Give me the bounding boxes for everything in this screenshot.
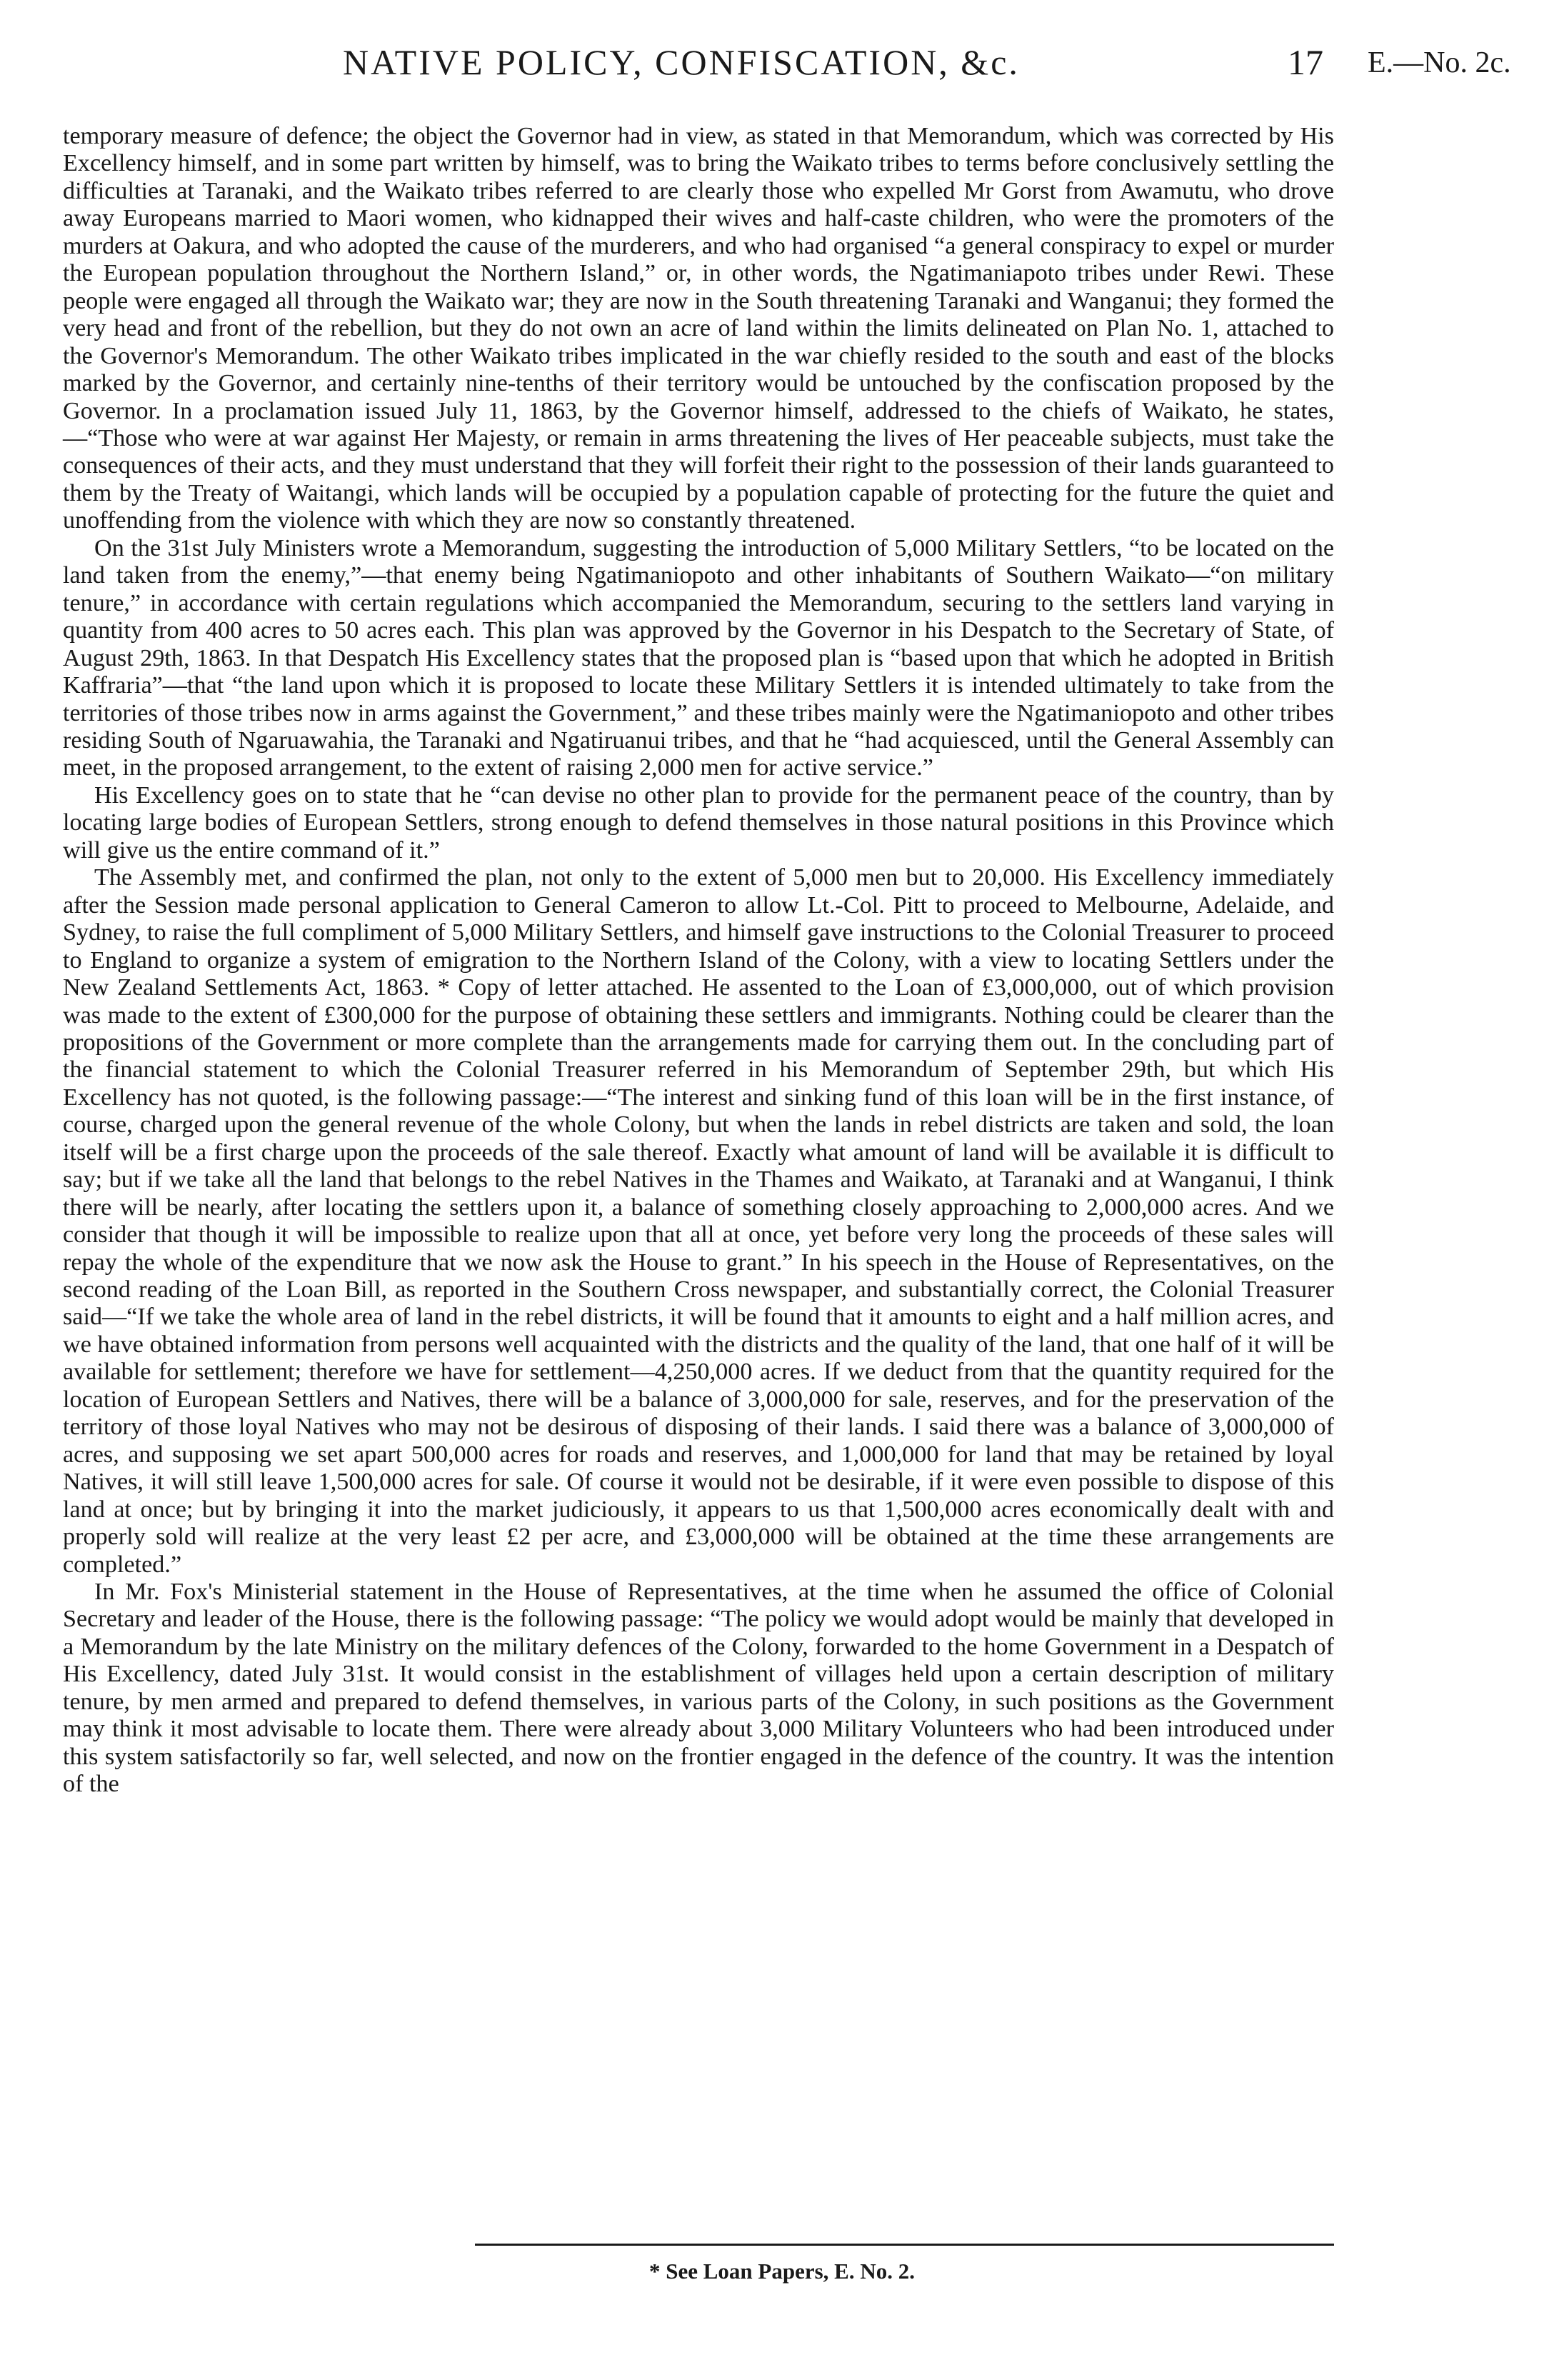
paragraph-5: In Mr. Fox's Ministerial statement in the House of Representatives, at the time when he assumed the office of Colonial Secretary and leader of the House, there is the following passage: “The policy we would adopt would be mainly that developed in a Memorandum by the late Ministry on the military defences of the Colony, forwarded to the home Government in a Despatch of His Excellency, dated July 31st. It would consist in the establishment of villages held upon a certain description of military tenure, by men armed and prepared to defend themselves, in various parts of the Colony, in such positions as the Government may think it most advisable to locate them. There were already about 3,000 Military Volunteers who had been introduced under this system satisfactorily so far, well selected, and now on the frontier engaged in the defence of the country. It was the intention of the [63, 1579, 1334, 1798]
running-title: NATIVE POLICY, CONFISCATION, &c. [343, 42, 1020, 82]
footnote: * See Loan Papers, E. No. 2. [649, 2259, 915, 2284]
paragraph-2: On the 31st July Ministers wrote a Memorandum, suggesting the introduction of 5,000 Military Settlers, “to be located on the land taken from the enemy,”—that enemy being Ngatimaniopoto and other inhabitants of Southern Waikato—“on military tenure,” in accordance with certain regulations which accompanied the Memorandum, securing to the settlers land varying in quantity from 400 acres to 50 acres each. This plan was approved by the Governor in his Despatch to the Secretary of State, of August 29th, 1863. In that Despatch His Excellency states that the proposed plan is “based upon that which he adopted in British Kaffraria”—that “the land upon which it is proposed to locate these Military Settlers it is intended ultimately to take from the territories of those tribes now in arms against the Government,” and these tribes mainly were the Ngatimaniopoto and other tribes residing South of Ngaruawahia, the Taranaki and Ngatiruanui tribes, and that he “had acquiesced, until the General Assembly can meet, in the proposed arrangement, to the extent of raising 2,000 men for active service.” [63, 534, 1334, 781]
paragraph-3: His Excellency goes on to state that he “can devise no other plan to provide for the permanent peace of the country, than by locating large bodies of European Settlers, strong enough to defend themselves in those natural positions in this Province which will give us the entire command of it.” [63, 781, 1334, 864]
body-text [63, 123, 1334, 1799]
footnote-rule [475, 2244, 1334, 2246]
paragraph-1: temporary measure of defence; the object the Governor had in view, as stated in that Memorandum, which was corrected by His Excellency himself, and in some part written by himself, was to bring the Waikato tribes to terms before conclusively settling the difficulties at Taranaki, and the Waikato tribes referred to are clearly those who expelled Mr Gorst from Awamutu, who drove away Europeans married to Maori women, who kidnapped their wives and half-caste children, who were the promoters of the murders at Oakura, and who adopted the cause of the murderers, and who had organised “a general conspiracy to expel or murder the European population throughout the Northern Island,” or, in other words, the Ngatimaniapoto tribes under Rewi. These people were engaged all through the Waikato war; they are now in the South threatening Taranaki and Wanganui; they formed the very head and front of the rebellion, but they do not own an acre of land within the limits delineated on Plan No. 1, attached to the Governor's Memorandum. The other Waikato tribes implicated in the war chiefly resided to the south and east of the blocks marked by the Governor, and certainly nine-tenths of their territory would be untouched by the confiscation proposed by the Governor. In a proclamation issued July 11, 1863, by the Governor himself, addressed to the chiefs of Waikato, he states,—“Those who were at war against Her Majesty, or remain in arms threatening the lives of Her peaceable subjects, must take the consequences of their acts, and they must understand that they will forfeit their right to the possession of their lands guaranteed to them by the Treaty of Waitangi, which lands will be occupied by a population capable of protecting for the future the quiet and unoffending from the violence with which they are now so constantly threatened. [63, 123, 1334, 534]
document-reference: E.—No. 2c. [1368, 46, 1511, 79]
paragraph-4: The Assembly met, and confirmed the plan, not only to the extent of 5,000 men but to 20,000. His Excellency immediately after the Session made personal application to General Cameron to allow Lt.-Col. Pitt to proceed to Melbourne, Adelaide, and Sydney, to raise the full compliment of 5,000 Military Settlers, and himself gave instructions to the Colonial Treasurer to proceed to England to organize a system of emigration to the Northern Island of the Colony, with a view to locating Settlers under the New Zealand Settlements Act, 1863. * Copy of letter attached. He assented to the Loan of £3,000,000, out of which provision was made to the extent of £300,000 for the purpose of obtaining these settlers and immigrants. Nothing could be clearer than the propositions of the Government or more complete than the arrangements made for carrying them out. In the concluding part of the financial statement to which the Colonial Treasurer referred in his Memorandum of September 29th, but which His Excellency has not quoted, is the following passage:—“The interest and sinking fund of this loan will be in the first instance, of course, charged upon the general revenue of the whole Colony, but when the lands in rebel districts are taken and sold, the loan itself will be a first charge upon the proceeds of the sale thereof. Exactly what amount of land will be available it is difficult to say; but if we take all the land that belongs to the rebel Natives in the Thames and Waikato, at Taranaki and at Wanganui, I think there will be nearly, after locating the settlers upon it, a balance of something closely approaching to 2,000,000 acres. And we consider that though it will be impossible to realize upon that all at once, yet before very long the proceeds of these sales will repay the whole of the expenditure that we now ask the House to grant.” In his speech in the House of Representatives, on the second reading of the Loan Bill, as reported in the Southern Cross newspaper, and substantially correct, the Colonial Treasurer said—“If we take the whole area of land in the rebel districts, it will be found that it amounts to eight and a half million acres, and we have obtained information from persons well acquainted with the districts and the quality of the land, that one half of it will be available for settlement; therefore we have for settlement—4,250,000 acres. If we deduct from that the quantity required for the location of European Settlers and Natives, there will be a balance of 3,000,000 for sale, reserves, and for the preservation of the territory of those loyal Natives who may not be desirous of disposing of their lands. I said there was a balance of 3,000,000 of acres, and supposing we set apart 500,000 acres for roads and reserves, and 1,000,000 for land that may be retained by loyal Natives, it will still leave 1,500,000 acres for sale. Of course it would not be desirable, if it were even possible to dispose of this land at once; but by bringing it into the market judiciously, it appears to us that 1,500,000 acres economically dealt with and properly sold will realize at the very least £2 per acre, and £3,000,000 will be obtained at the time these arrangements are completed.” [63, 864, 1334, 1578]
page-header [0, 41, 1564, 99]
page-number: 17 [1288, 42, 1323, 82]
